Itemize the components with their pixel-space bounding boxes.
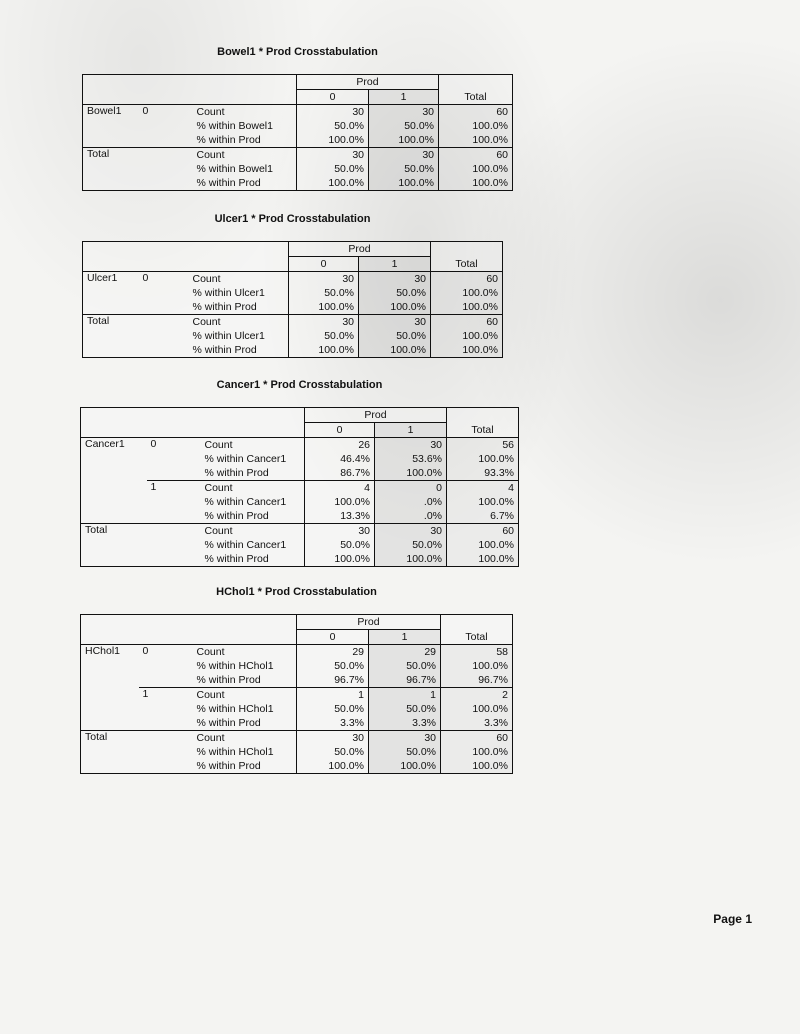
- column-value-header: 1: [359, 257, 431, 272]
- cell-value: 50.0%: [369, 702, 441, 716]
- cell-value: 50.0%: [297, 745, 369, 759]
- crosstab-ulcer1: [82, 211, 503, 358]
- cell-value: 100.0%: [297, 759, 369, 774]
- cell-total: 4: [447, 481, 519, 496]
- cell-value: 50.0%: [297, 119, 369, 133]
- table-title: HChol1 * Prod Crosstabulation: [216, 586, 377, 598]
- crosstab-table: [80, 407, 519, 567]
- table-row: [81, 524, 519, 539]
- column-value-header: 0: [289, 257, 359, 272]
- cell-value: 100.0%: [289, 300, 359, 315]
- cell-value: 1: [297, 688, 369, 703]
- cell-total: 100.0%: [431, 286, 503, 300]
- cell-value: 30: [369, 148, 439, 163]
- cell-total: 100.0%: [439, 176, 513, 191]
- row-variable-label: HChol1: [81, 645, 139, 731]
- cell-value: 30: [359, 315, 431, 330]
- corner-cell: [83, 242, 289, 272]
- statistic-label: % within Cancer1: [204, 538, 287, 551]
- cell-value: .0%: [375, 495, 447, 509]
- column-group-header: Prod: [289, 242, 431, 257]
- crosstab-bowel1: [82, 44, 513, 191]
- cell-value: 96.7%: [369, 673, 441, 688]
- row-value-label: 0: [147, 438, 201, 481]
- total-column-header: Total: [441, 615, 513, 645]
- column-value-header: 1: [369, 630, 441, 645]
- cell-value: 3.3%: [369, 716, 441, 731]
- cell-total: 100.0%: [441, 659, 513, 673]
- cell-total: 96.7%: [441, 673, 513, 688]
- cell-value: 100.0%: [305, 552, 375, 567]
- row-variable-label: Total: [83, 315, 189, 358]
- row-value-label: 0: [139, 105, 193, 148]
- statistic-label: Count: [201, 524, 305, 539]
- cell-value: 100.0%: [369, 133, 439, 148]
- statistic-label: % within Prod: [204, 466, 269, 479]
- cell-value: 30: [375, 438, 447, 453]
- cell-value: 50.0%: [375, 538, 447, 552]
- table-row: [83, 105, 513, 120]
- row-variable-label: Ulcer1: [83, 272, 139, 315]
- statistic-label: % within Bowel1: [196, 119, 273, 132]
- cell-value: 50.0%: [297, 659, 369, 673]
- cell-total: 100.0%: [441, 702, 513, 716]
- cell-value: 0: [375, 481, 447, 496]
- cell-value: 50.0%: [369, 659, 441, 673]
- statistic-label: Count: [201, 438, 305, 453]
- column-value-header: 0: [305, 423, 375, 438]
- statistic-label: % within Ulcer1: [192, 286, 265, 299]
- row-variable-label: Total: [81, 524, 201, 567]
- header-row: [83, 242, 503, 257]
- cell-value: 4: [305, 481, 375, 496]
- cell-total: 100.0%: [447, 538, 519, 552]
- corner-cell: [83, 75, 297, 105]
- column-value-header: 1: [369, 90, 439, 105]
- crosstab-hchol1: [80, 584, 513, 774]
- header-row: [81, 408, 519, 423]
- crosstab-table: [80, 614, 513, 774]
- cell-total: 100.0%: [447, 452, 519, 466]
- cell-total: 100.0%: [439, 162, 513, 176]
- table-row: [81, 438, 519, 453]
- cell-total: 2: [441, 688, 513, 703]
- table-row: [83, 315, 503, 330]
- cell-value: 30: [297, 731, 369, 746]
- cell-value: 50.0%: [289, 329, 359, 343]
- statistic-label: Count: [193, 105, 297, 120]
- statistic-label: % within Ulcer1: [192, 329, 265, 342]
- corner-cell: [81, 615, 297, 645]
- table-row: [81, 688, 513, 703]
- statistic-label: Count: [189, 272, 289, 287]
- cell-value: 96.7%: [297, 673, 369, 688]
- row-variable-label: Total: [83, 148, 193, 191]
- statistic-label: % within HChol1: [196, 702, 274, 715]
- header-row: [83, 75, 513, 90]
- statistic-label: % within Prod: [204, 552, 269, 565]
- cell-value: 50.0%: [297, 162, 369, 176]
- cell-value: 30: [369, 731, 441, 746]
- statistic-label: % within Prod: [196, 673, 261, 686]
- cell-total: 60: [431, 272, 503, 287]
- statistic-label: % within Prod: [196, 176, 261, 189]
- table-row: [81, 481, 519, 496]
- cell-value: 100.0%: [359, 300, 431, 315]
- cell-value: 50.0%: [369, 162, 439, 176]
- cell-value: 50.0%: [359, 329, 431, 343]
- statistic-label: % within Prod: [204, 509, 269, 522]
- cell-value: 50.0%: [369, 745, 441, 759]
- cell-value: 46.4%: [305, 452, 375, 466]
- cell-value: 50.0%: [289, 286, 359, 300]
- cell-total: 6.7%: [447, 509, 519, 524]
- cell-total: 100.0%: [447, 495, 519, 509]
- row-variable-label: Total: [81, 731, 193, 774]
- cell-total: 58: [441, 645, 513, 660]
- cell-total: 100.0%: [431, 329, 503, 343]
- table-row: [83, 272, 503, 287]
- cell-value: 100.0%: [375, 466, 447, 481]
- total-column-header: Total: [431, 242, 503, 272]
- cell-value: 100.0%: [297, 133, 369, 148]
- cell-value: 50.0%: [305, 538, 375, 552]
- corner-cell: [81, 408, 305, 438]
- statistic-label: Count: [193, 148, 297, 163]
- column-group-header: Prod: [297, 75, 439, 90]
- statistic-label: Count: [193, 688, 297, 703]
- total-column-header: Total: [439, 75, 513, 105]
- cell-total: 100.0%: [441, 759, 513, 774]
- cell-total: 60: [447, 524, 519, 539]
- cell-total: 60: [439, 148, 513, 163]
- cell-total: 3.3%: [441, 716, 513, 731]
- cell-value: 100.0%: [375, 552, 447, 567]
- cell-value: 100.0%: [297, 176, 369, 191]
- cell-value: 30: [305, 524, 375, 539]
- statistic-label: % within HChol1: [196, 659, 274, 672]
- cell-total: 100.0%: [431, 300, 503, 315]
- cell-value: 3.3%: [297, 716, 369, 731]
- column-value-header: 1: [375, 423, 447, 438]
- statistic-label: % within Prod: [192, 300, 257, 313]
- crosstab-table: [82, 74, 513, 191]
- table-title: Ulcer1 * Prod Crosstabulation: [214, 213, 371, 225]
- cell-value: 100.0%: [289, 343, 359, 358]
- cell-value: 26: [305, 438, 375, 453]
- cell-total: 60: [441, 731, 513, 746]
- cell-value: .0%: [375, 509, 447, 524]
- table-row: [81, 645, 513, 660]
- crosstab-table: [82, 241, 503, 358]
- cell-value: 53.6%: [375, 452, 447, 466]
- row-value-label: 0: [139, 645, 193, 688]
- page-number: Page 1: [713, 912, 752, 926]
- column-group-header: Prod: [305, 408, 447, 423]
- statistic-label: % within Prod: [192, 343, 257, 356]
- cell-value: 30: [369, 105, 439, 120]
- statistic-label: Count: [189, 315, 289, 330]
- table-row: [81, 731, 513, 746]
- row-value-label: 1: [139, 688, 193, 731]
- statistic-label: Count: [201, 481, 305, 496]
- cell-value: 13.3%: [305, 509, 375, 524]
- cell-value: 30: [359, 272, 431, 287]
- cell-value: 29: [297, 645, 369, 660]
- statistic-label: % within Prod: [196, 133, 261, 146]
- cell-total: 56: [447, 438, 519, 453]
- cell-total: 100.0%: [431, 343, 503, 358]
- cell-total: 93.3%: [447, 466, 519, 481]
- cell-total: 60: [431, 315, 503, 330]
- cell-total: 100.0%: [439, 133, 513, 148]
- column-value-header: 0: [297, 90, 369, 105]
- cell-total: 100.0%: [439, 119, 513, 133]
- cell-value: 50.0%: [369, 119, 439, 133]
- cell-value: 86.7%: [305, 466, 375, 481]
- cell-value: 50.0%: [297, 702, 369, 716]
- row-variable-label: Cancer1: [81, 438, 147, 524]
- cell-value: 30: [297, 105, 369, 120]
- cell-value: 100.0%: [369, 176, 439, 191]
- statistic-label: % within Cancer1: [204, 452, 287, 465]
- row-variable-label: Bowel1: [83, 105, 139, 148]
- cell-total: 100.0%: [441, 745, 513, 759]
- cell-value: 29: [369, 645, 441, 660]
- cell-value: 30: [289, 272, 359, 287]
- cell-value: 50.0%: [359, 286, 431, 300]
- header-row: [81, 615, 513, 630]
- statistic-label: % within Cancer1: [204, 495, 287, 508]
- statistic-label: % within Prod: [196, 759, 261, 772]
- table-title: Cancer1 * Prod Crosstabulation: [216, 379, 383, 391]
- row-value-label: 0: [139, 272, 189, 315]
- column-group-header: Prod: [297, 615, 441, 630]
- row-value-label: 1: [147, 481, 201, 524]
- cell-value: 30: [289, 315, 359, 330]
- cell-value: 1: [369, 688, 441, 703]
- cell-value: 30: [375, 524, 447, 539]
- cell-value: 100.0%: [369, 759, 441, 774]
- cell-total: 100.0%: [447, 552, 519, 567]
- statistic-label: Count: [193, 731, 297, 746]
- total-column-header: Total: [447, 408, 519, 438]
- statistic-label: % within HChol1: [196, 745, 274, 758]
- statistic-label: % within Bowel1: [196, 162, 273, 175]
- column-value-header: 0: [297, 630, 369, 645]
- cell-value: 100.0%: [305, 495, 375, 509]
- statistic-label: Count: [193, 645, 297, 660]
- table-title: Bowel1 * Prod Crosstabulation: [217, 46, 378, 58]
- crosstab-cancer1: [80, 377, 519, 567]
- cell-value: 100.0%: [359, 343, 431, 358]
- statistic-label: % within Prod: [196, 716, 261, 729]
- table-row: [83, 148, 513, 163]
- cell-total: 60: [439, 105, 513, 120]
- cell-value: 30: [297, 148, 369, 163]
